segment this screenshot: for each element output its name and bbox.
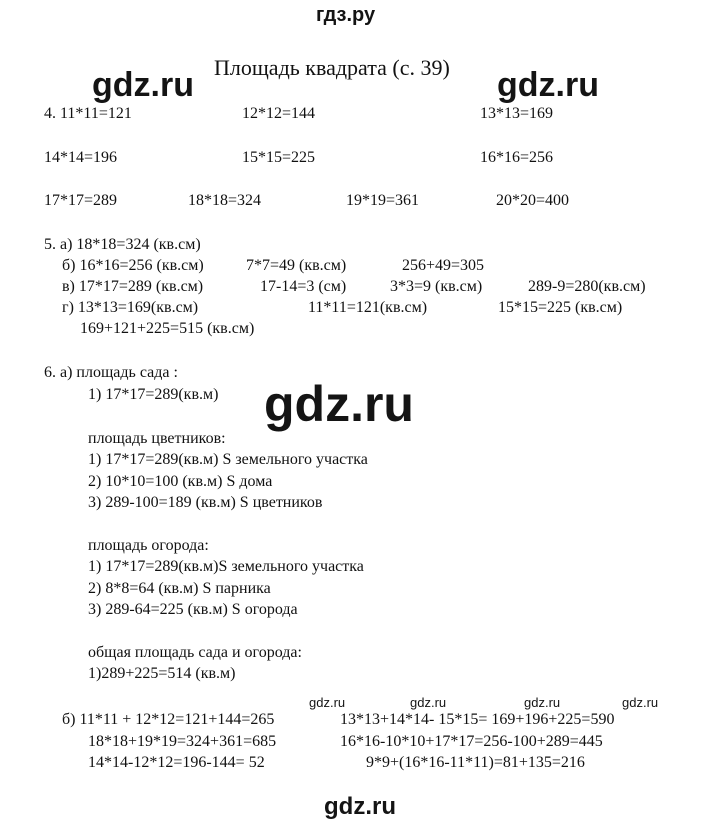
flowers-line-3: 3) 289-100=189 (кв.м) S цветников — [88, 494, 323, 511]
task4-r1c3: 13*13=169 — [480, 105, 554, 122]
task5-g1: г) 13*13=169(кв.см) — [62, 299, 199, 316]
task4-r2c2: 15*15=225 — [242, 149, 316, 166]
task4-r1c2: 12*12=144 — [242, 105, 316, 122]
task6-b-line-3: 18*18+19*19=324+361=685 — [88, 733, 277, 750]
watermark-center: gdz.ru — [264, 376, 414, 432]
watermark-small-4: gdz.ru — [622, 695, 659, 710]
task5-v1: в) 17*17=289 (кв.см) — [62, 278, 204, 295]
watermark-small-3: gdz.ru — [524, 695, 561, 710]
task4-r3c3: 19*19=361 — [346, 192, 420, 209]
task6-b-line-6: 9*9+(16*16-11*11)=81+135=216 — [366, 754, 585, 771]
garden-line-2: 2) 8*8=64 (кв.м) S парника — [88, 580, 271, 597]
task6-b-line-1: б) 11*11 + 12*12=121+144=265 — [62, 711, 275, 728]
task5-v4: 289-9=280(кв.см) — [528, 278, 646, 295]
watermark-left: gdz.ru — [92, 66, 194, 104]
watermark-right: gdz.ru — [497, 66, 599, 104]
task6-b-line-5: 14*14-12*12=196-144= 52 — [88, 754, 265, 771]
total-heading: общая площадь сада и огорода: — [88, 644, 302, 661]
task4-r3c2: 18*18=324 — [188, 192, 262, 209]
flowers-line-2: 2) 10*10=100 (кв.м) S дома — [88, 473, 273, 490]
task6-a-l1: 1) 17*17=289(кв.м) — [88, 386, 219, 403]
task6-head: 6. а) площадь сада : — [44, 364, 178, 381]
task5-g4: 169+121+225=515 (кв.см) — [80, 320, 255, 337]
total-line-1: 1)289+225=514 (кв.м) — [88, 665, 236, 682]
watermark-small-2: gdz.ru — [410, 695, 447, 710]
task5-b2: 7*7=49 (кв.см) — [246, 257, 347, 274]
page-title: Площадь квадрата (с. 39) — [214, 55, 450, 80]
watermark-small-1: gdz.ru — [309, 695, 346, 710]
task4-r2c1: 14*14=196 — [44, 149, 118, 166]
flowers-heading: площадь цветников: — [88, 430, 226, 447]
task4-r3c1: 17*17=289 — [44, 192, 118, 209]
task6-b-line-4: 16*16-10*10+17*17=256-100+289=445 — [340, 733, 603, 750]
task5-g3: 15*15=225 (кв.см) — [498, 299, 623, 316]
garden-line-1: 1) 17*17=289(кв.м)S земельного участка — [88, 558, 364, 575]
task5-v2: 17-14=3 (см) — [260, 278, 347, 295]
task5-b3: 256+49=305 — [402, 257, 485, 274]
garden-line-3: 3) 289-64=225 (кв.м) S огорода — [88, 601, 298, 618]
task6-b-line-2: 13*13+14*14- 15*15= 169+196+225=590 — [340, 711, 615, 728]
garden-heading: площадь огорода: — [88, 537, 209, 554]
task4-r1c1: 4. 11*11=121 — [44, 105, 132, 122]
footer-watermark: gdz.ru — [324, 793, 396, 820]
header-watermark: гдз.ру — [316, 4, 376, 26]
task5-a: 5. а) 18*18=324 (кв.см) — [44, 236, 201, 253]
task5-b1: б) 16*16=256 (кв.см) — [62, 257, 204, 274]
task4-r2c3: 16*16=256 — [480, 149, 554, 166]
task5-g2: 11*11=121(кв.см) — [308, 299, 428, 316]
flowers-line-1: 1) 17*17=289(кв.м) S земельного участка — [88, 451, 368, 468]
task4-r3c4: 20*20=400 — [496, 192, 570, 209]
task5-v3: 3*3=9 (кв.см) — [390, 278, 483, 295]
